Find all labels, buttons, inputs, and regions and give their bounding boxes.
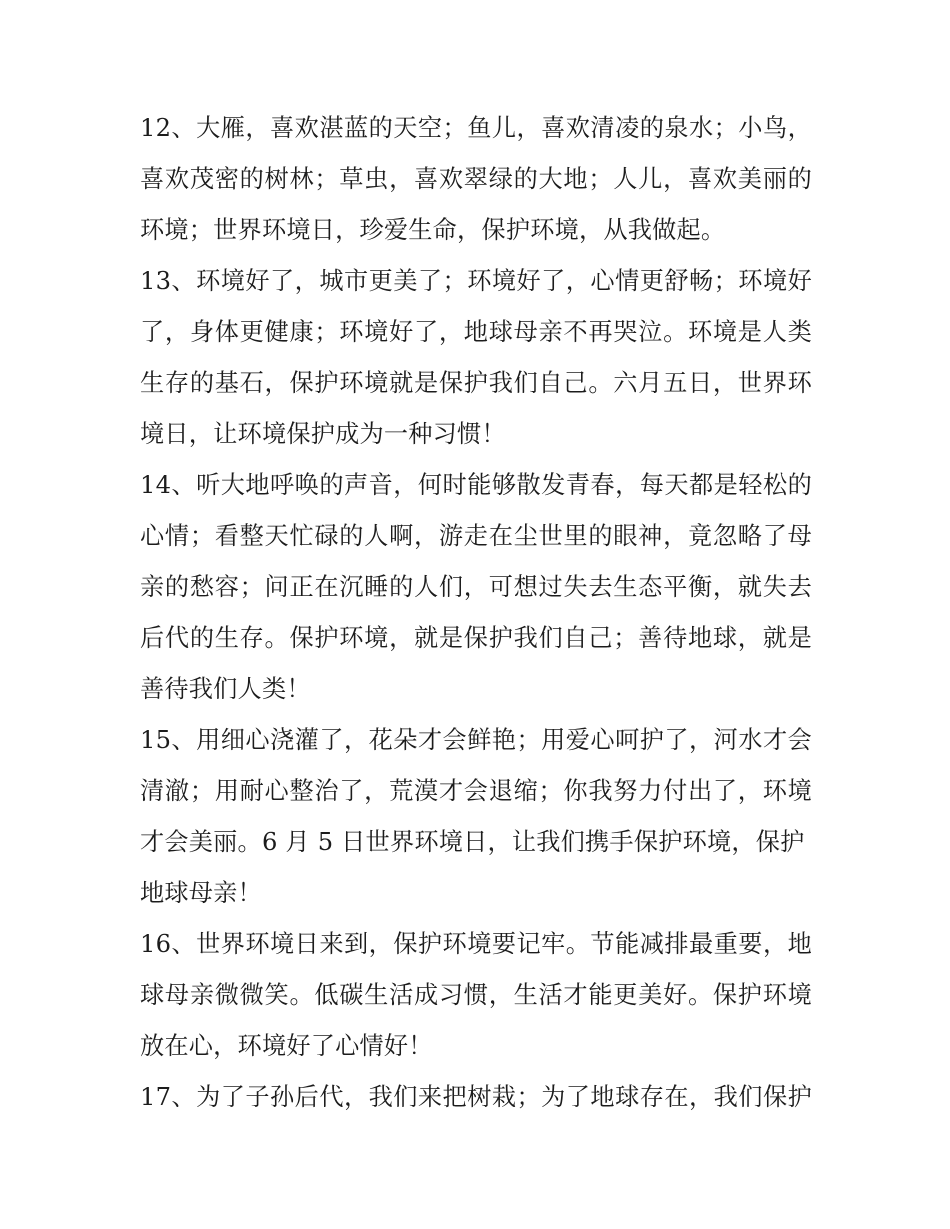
text-line: 后代的生存。保护环境，就是保护我们自己；善待地球，就是 xyxy=(140,624,812,652)
text-line: 生存的基石，保护环境就是保护我们自己。六月五日，世界环 xyxy=(140,369,812,397)
paragraph-15 xyxy=(140,715,812,919)
text-line: 16、世界环境日来到，保护环境要记牢。节能减排最重要，地 xyxy=(140,930,812,958)
text-line: 15、用细心浇灌了，花朵才会鲜艳；用爱心呵护了，河水才会 xyxy=(140,726,812,754)
text-line: 14、听大地呼唤的声音，何时能够散发青春，每天都是轻松的 xyxy=(140,471,812,499)
text-line: 清澈；用耐心整治了，荒漠才会退缩；你我努力付出了，环境 xyxy=(140,777,812,805)
paragraph-13 xyxy=(140,256,812,460)
text-line: 境日，让环境保护成为一种习惯！ xyxy=(140,420,506,448)
text-line: 12、大雁，喜欢湛蓝的天空；鱼儿，喜欢清凌的泉水；小鸟， xyxy=(140,114,812,142)
paragraph-14 xyxy=(140,460,812,715)
text-line: 13、环境好了，城市更美了；环境好了，心情更舒畅；环境好 xyxy=(140,267,812,295)
text-line: 17、为了子孙后代，我们来把树栽；为了地球存在，我们保护 xyxy=(140,1083,812,1111)
text-line: 了，身体更健康；环境好了，地球母亲不再哭泣。环境是人类 xyxy=(140,318,812,346)
text-line: 心情；看整天忙碌的人啊，游走在尘世里的眼神，竟忽略了母 xyxy=(140,522,812,550)
text-line: 亲的愁容；问正在沉睡的人们，可想过失去生态平衡，就失去 xyxy=(140,573,812,601)
text-line: 环境；世界环境日，珍爱生命，保护环境，从我做起。 xyxy=(140,216,726,244)
text-line: 喜欢茂密的树林；草虫，喜欢翠绿的大地；人儿，喜欢美丽的 xyxy=(140,165,812,193)
text-line: 善待我们人类！ xyxy=(140,675,311,703)
paragraph-17 xyxy=(140,1072,812,1123)
text-line: 地球母亲！ xyxy=(140,879,262,907)
text-line: 放在心，环境好了心情好！ xyxy=(140,1032,433,1060)
paragraph-12 xyxy=(140,103,812,256)
document-body xyxy=(140,103,812,1123)
paragraph-16 xyxy=(140,919,812,1072)
text-line: 球母亲微微笑。低碳生活成习惯，生活才能更美好。保护环境 xyxy=(140,981,812,1009)
text-line: 才会美丽。6 月 5 日世界环境日，让我们携手保护环境，保护 xyxy=(140,828,805,856)
